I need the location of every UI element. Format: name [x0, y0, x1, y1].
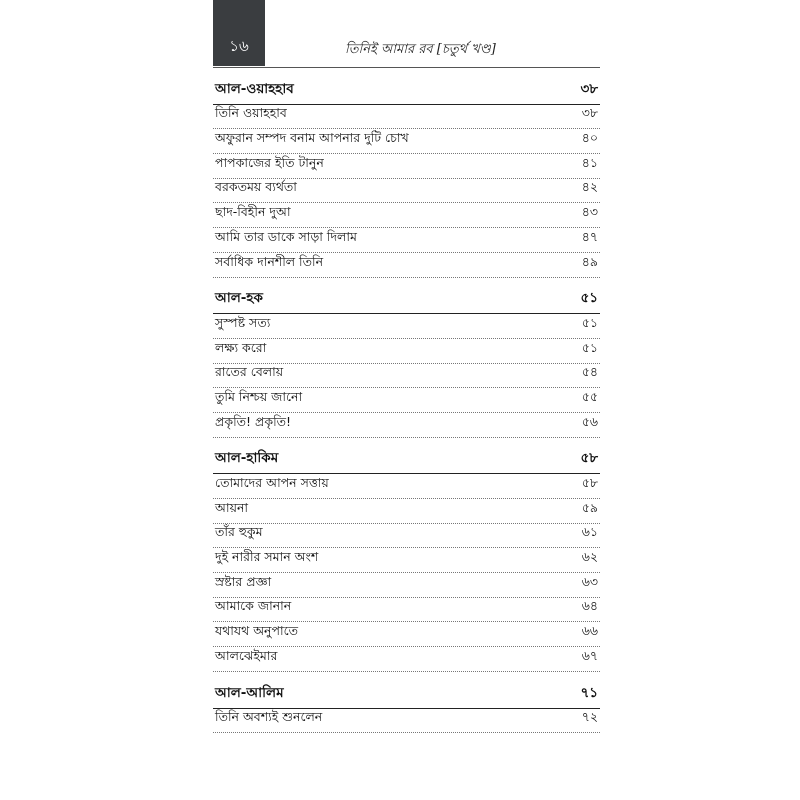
toc-entry[interactable] [213, 709, 600, 734]
entry-page-number: ৫৮ [581, 475, 598, 490]
page-number-tab [213, 0, 265, 66]
entry-page-number: ৩৮ [581, 105, 598, 121]
entry-title: লক্ষ্য করো [215, 339, 267, 355]
toc-entry[interactable] [213, 314, 600, 339]
toc-entry[interactable] [213, 647, 600, 672]
entry-title: যথাযথ অনুপাতে [215, 623, 298, 639]
toc-entry[interactable] [213, 129, 600, 154]
book-page [205, 0, 600, 800]
entry-title: তিনি ওয়াহহাব [215, 105, 287, 121]
toc-section [213, 80, 600, 278]
section-page-number: ৩৮ [580, 80, 598, 97]
toc-entry[interactable] [213, 364, 600, 389]
entry-title: আলঝেইমার [215, 647, 278, 663]
entry-title: স্রষ্টার প্রজ্ঞা [215, 573, 272, 589]
entry-page-number: ৪১ [581, 154, 598, 170]
toc-entry[interactable] [213, 524, 600, 549]
entry-page-number: ৫১ [581, 314, 598, 330]
entry-title: সুস্পষ্ট সত্য [215, 314, 271, 330]
entry-page-number: ৫১ [581, 339, 598, 355]
toc-entry[interactable] [213, 622, 600, 647]
toc-section [213, 684, 600, 733]
toc-entry[interactable] [213, 388, 600, 413]
entry-page-number: ৬৪ [581, 598, 598, 614]
toc-entry[interactable] [213, 548, 600, 573]
section-title: আল-হাকিম [215, 450, 279, 467]
toc-entry[interactable] [213, 474, 600, 499]
entry-page-number: ৪৯ [581, 253, 598, 269]
toc-entry[interactable] [213, 499, 600, 524]
entry-title: রাতের বেলায় [215, 364, 284, 380]
entry-page-number: ৭২ [581, 709, 598, 725]
entry-page-number: ৬২ [581, 549, 598, 565]
entry-title: বরকতময় ব্যর্থতা [215, 179, 297, 195]
toc-entry[interactable] [213, 573, 600, 598]
entry-title: দুই নারীর সমান অংশ [215, 549, 319, 565]
entry-page-number: ৪২ [581, 179, 598, 195]
entry-page-number: ৪৩ [581, 204, 598, 220]
header-rule [213, 67, 600, 68]
entry-page-number: ৬৭ [581, 647, 598, 663]
book-title: তিনিই আমার রব [চতুর্থ খণ্ড] [345, 42, 496, 57]
entry-title: আয়না [215, 499, 249, 515]
toc-section [213, 450, 600, 672]
toc-entry[interactable] [213, 105, 600, 130]
entry-title: প্রকৃতি! প্রকৃতি! [215, 413, 292, 429]
entry-page-number: ৪০ [581, 130, 598, 146]
entry-page-number: ৬১ [581, 524, 598, 540]
entry-title: আমাকে জানান [215, 598, 292, 614]
entry-page-number: ৬৬ [581, 623, 598, 639]
entry-title: আমি তার ডাকে সাড়া দিলাম [215, 228, 357, 244]
section-page-number: ৫৮ [580, 450, 598, 467]
toc-entry[interactable] [213, 179, 600, 204]
entry-title: তোমাদের আপন সত্তায় [215, 475, 329, 490]
entry-title: পাপকাজের ইতি টানুন [215, 154, 324, 170]
toc-section-heading[interactable] [213, 290, 600, 315]
toc-entry[interactable] [213, 228, 600, 253]
page-header [205, 0, 600, 68]
entry-page-number: ৫৫ [581, 388, 598, 404]
section-title: আল-হক [215, 290, 263, 307]
toc-entry[interactable] [213, 339, 600, 364]
section-title: আল-আলিম [215, 684, 284, 701]
entry-page-number: ৫৯ [581, 499, 598, 515]
toc-section-heading[interactable] [213, 684, 600, 709]
entry-title: ছাদ-বিহীন দুআ [215, 204, 291, 220]
toc-section [213, 290, 600, 438]
section-page-number: ৭১ [580, 684, 598, 701]
entry-page-number: ৫৬ [581, 413, 598, 429]
entry-page-number: ৬৩ [581, 573, 598, 589]
entry-title: সর্বাধিক দানশীল তিনি [215, 253, 324, 269]
entry-page-number: ৫৪ [581, 364, 598, 380]
toc-entry[interactable] [213, 154, 600, 179]
toc-section-heading[interactable] [213, 450, 600, 475]
toc-entry[interactable] [213, 598, 600, 623]
entry-page-number: ৪৭ [581, 228, 598, 244]
section-page-number: ৫১ [580, 290, 598, 307]
section-title: আল-ওয়াহহাব [215, 80, 294, 97]
toc-section-heading[interactable] [213, 80, 600, 105]
table-of-contents [213, 80, 600, 733]
page-number: ১৬ [229, 37, 249, 55]
toc-entry[interactable] [213, 203, 600, 228]
entry-title: তুমি নিশ্চয় জানো [215, 388, 303, 404]
toc-entry[interactable] [213, 413, 600, 438]
entry-title: তাঁর হুকুম [215, 524, 263, 540]
entry-title: অফুরান সম্পদ বনাম আপনার দুটি চোখ [215, 130, 409, 146]
entry-title: তিনি অবশ্যই শুনলেন [215, 709, 323, 725]
section-gap [213, 278, 600, 290]
toc-entry[interactable] [213, 253, 600, 278]
